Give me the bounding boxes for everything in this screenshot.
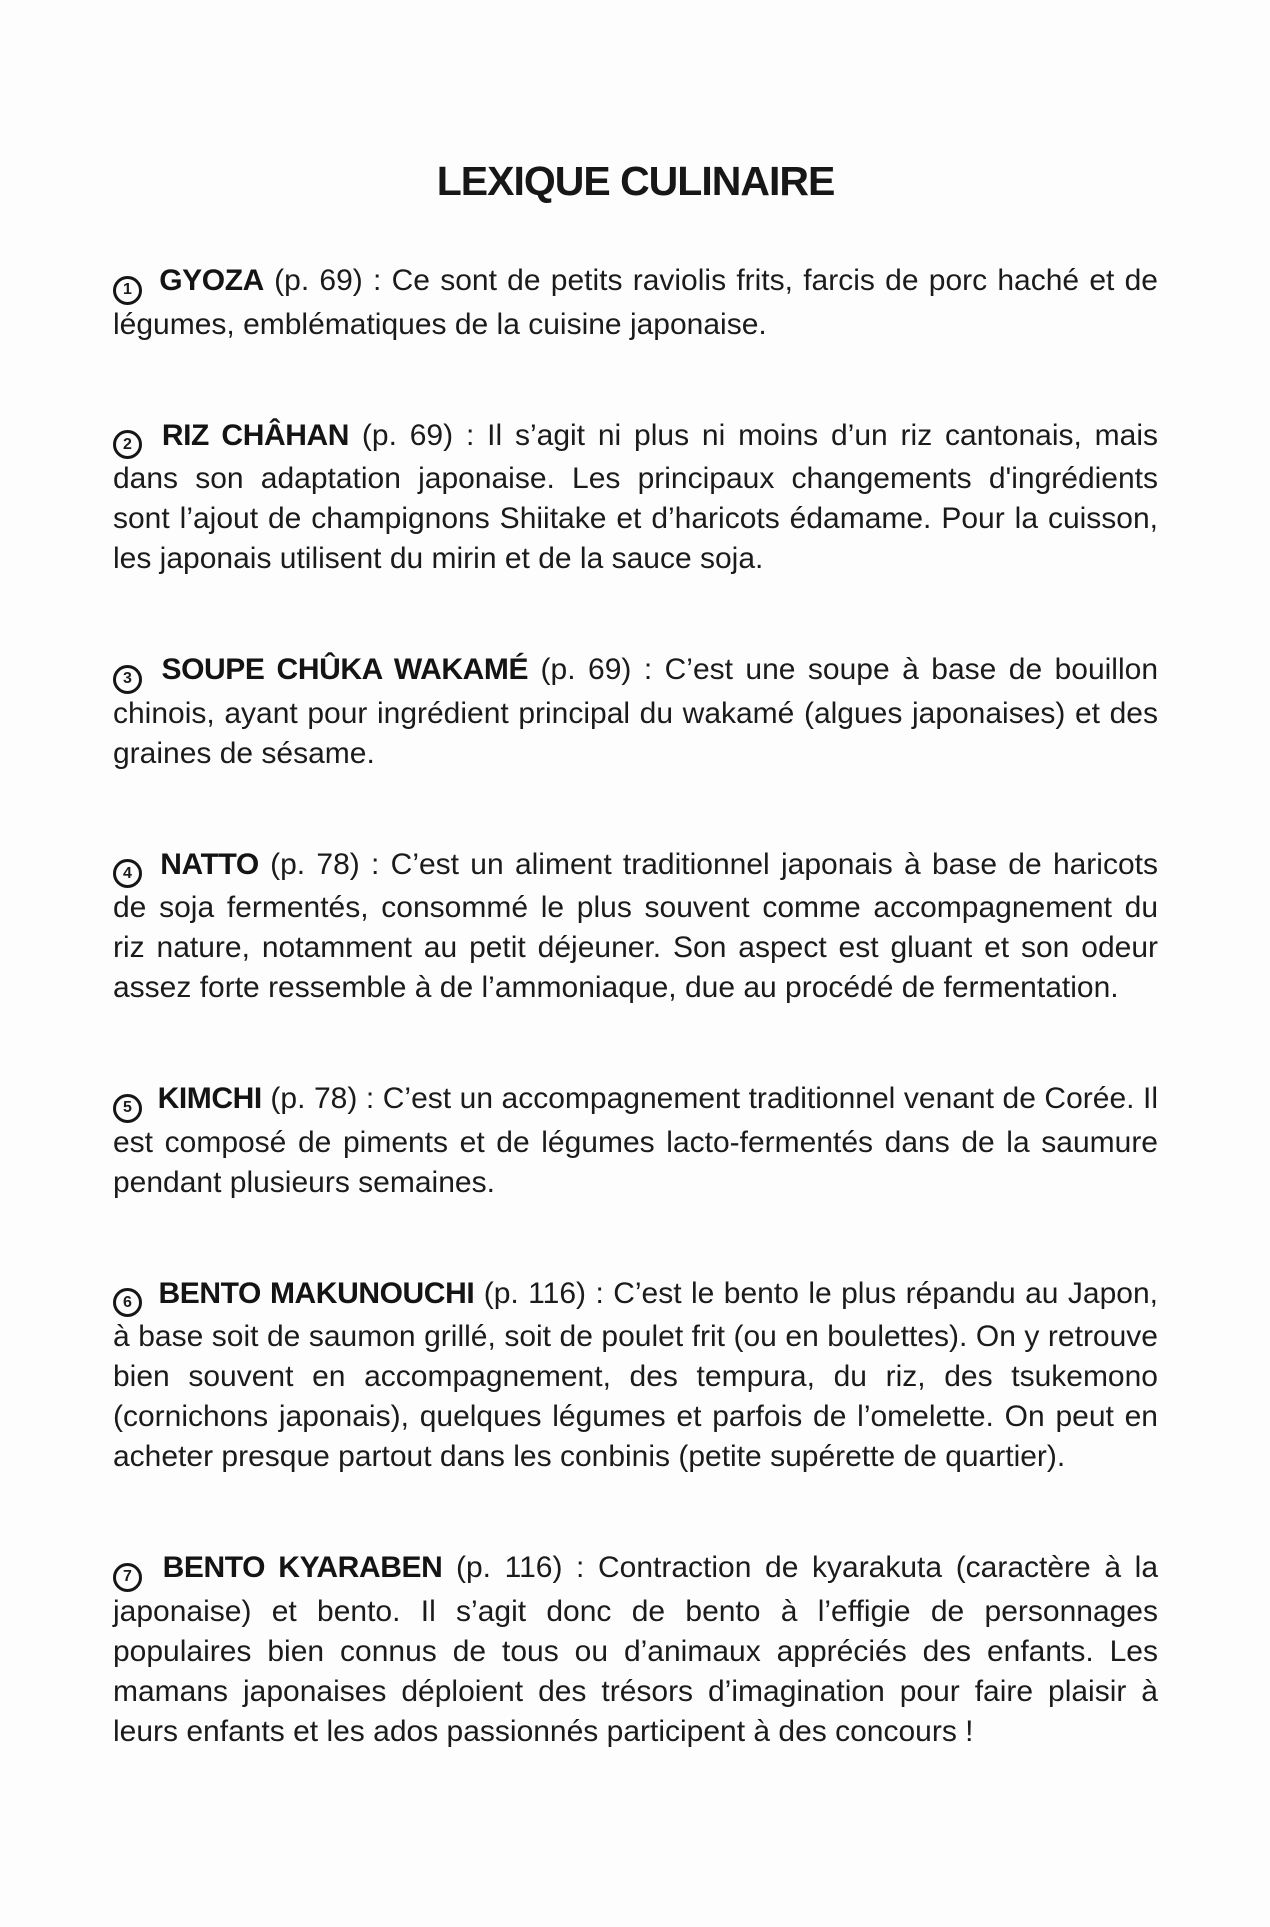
entry-term: SOUPE CHÛKA WAKAMÉ [161,653,529,687]
entry-term: BENTO KYARABEN [162,1551,443,1585]
entry-definition: (p. 116) : C’est le bento le plus répandu au Japon, à base soit de saumon grillé, soit de poulet frit (ou en boulettes). On y retrouve bien souvent en accompagnement, des tempura, du riz, des tsukemono (cornichons japonais), quelques légumes et parfois de l’omelette. On peut en acheter presque partout dans les conbinis (petite supérette de quartier). [113,1276,1159,1474]
entry-term: BENTO MAKUNOUCHI [158,1276,475,1310]
entry-number-circle: 4 [113,859,142,888]
lexicon-entry-bento-kyaraben [113,1548,1158,1752]
lexicon-entry-kimchi [113,1079,1158,1203]
entry-term: KIMCHI [157,1082,262,1116]
entry-number-circle: 7 [113,1563,142,1592]
entry-definition: (p. 69) : Ce sont de petits raviolis frits, farcis de porc haché et de légumes, emblématiques de la cuisine japonaise. [113,264,1158,341]
entry-definition: (p. 69) : Il s’agit ni plus ni moins d’un riz cantonais, mais dans son adaptation japonaise. Les principaux changements d'ingrédients sont l’ajout de champignons Shiitake et d’haricots édamame. Pour la cuisson, les japonais utilisent du mirin et de la sauce soja. [113,418,1159,576]
entry-definition: (p. 78) : C’est un accompagnement traditionnel venant de Corée. Il est composé de piments et de légumes lacto-fermentés dans de la saumure pendant plusieurs semaines. [113,1082,1159,1199]
entry-definition: (p. 78) : C’est un aliment traditionnel japonais à base de haricots de soja fermentés, consommé le plus souvent comme accompagnement du riz nature, notamment au petit déjeuner. Son aspect est gluant et son odeur assez forte ressemble à de l’ammoniaque, due au procédé de fermentation. [113,847,1158,1005]
entry-term: GYOZA [159,264,264,298]
lexicon-entry-gyoza [113,261,1158,345]
lexicon-entry-soupe-chuka-wakame [113,650,1158,774]
entry-term: NATTO [160,847,259,881]
lexicon-entry-bento-makunouchi [113,1274,1158,1478]
entry-number-circle: 5 [113,1094,142,1123]
entry-number-circle: 6 [113,1288,142,1317]
lexicon-entry-riz-chahan [113,416,1158,580]
entry-term: RIZ CHÂHAN [161,418,350,452]
entry-number-circle: 3 [113,665,142,694]
lexicon-entry-natto [113,845,1158,1009]
entry-definition: (p. 69) : C’est une soupe à base de bouillon chinois, ayant pour ingrédient principal du wakamé (algues japonaises) et des graines de sésame. [113,653,1159,770]
entry-definition: (p. 116) : Contraction de kyarakuta (caractère à la japonaise) et bento. Il s’agit donc de bento à l’effigie de personnages populaires bien connus de tous ou d’animaux appréciés des enfants. Les mamans japonaises déploient des trésors d’imagination pour faire plaisir à leurs enfants et les ados passionnés participent à des concours ! [113,1551,1158,1748]
entry-number-circle: 2 [113,430,142,459]
page-title: LEXIQUE CULINAIRE [436,158,835,204]
entry-number-circle: 1 [113,276,142,305]
